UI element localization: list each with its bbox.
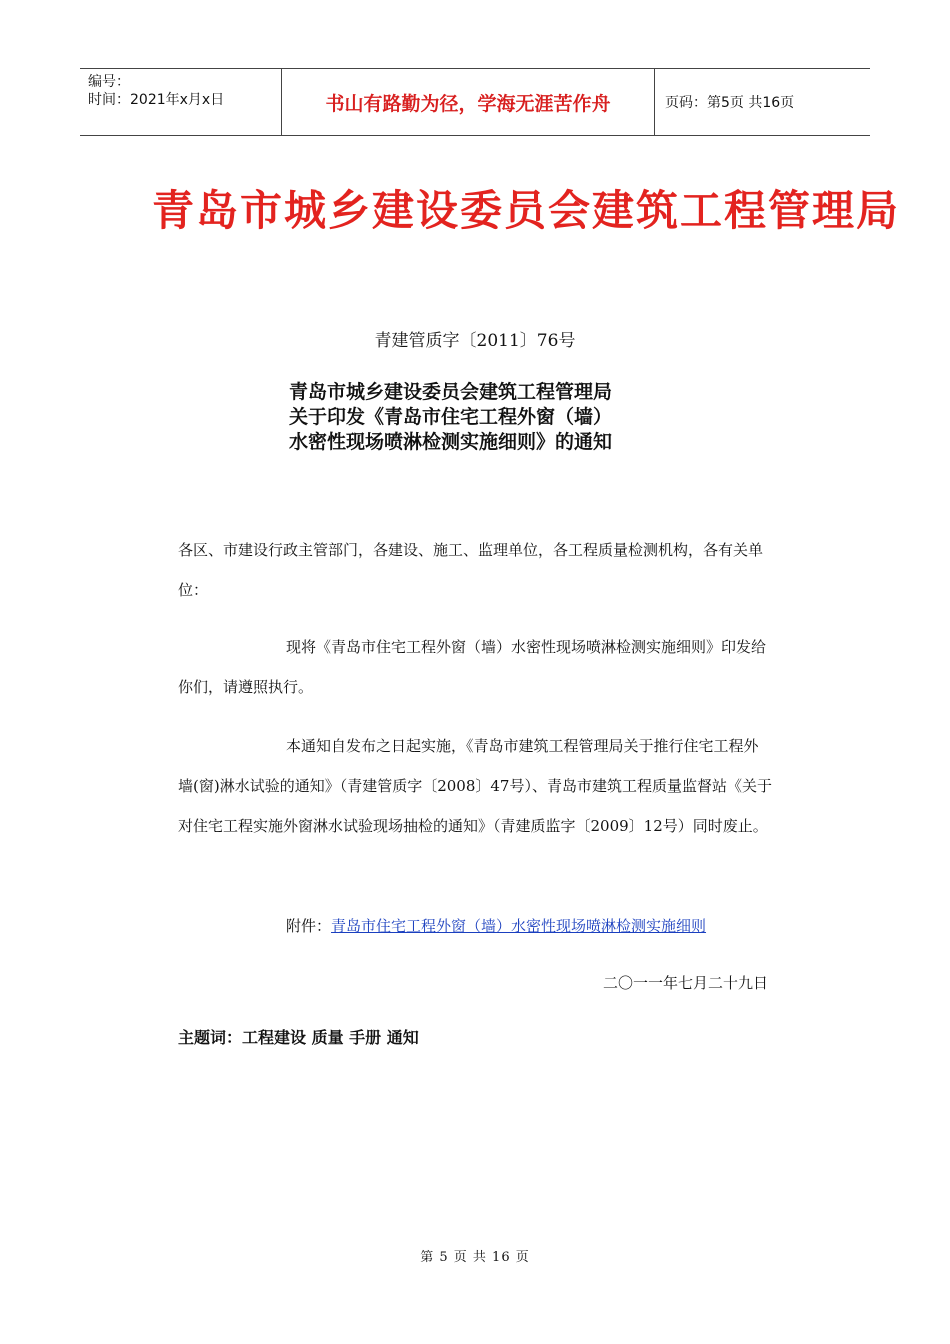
issue-date: 二〇一一年七月二十九日	[602, 974, 768, 992]
time-label: 时间：2021年x月x日	[88, 92, 225, 108]
attachment	[286, 906, 706, 946]
doc-number: 青建管质字〔2011〕76号	[374, 331, 576, 351]
document-title	[289, 380, 612, 455]
code-label: 编号：	[88, 74, 130, 90]
title-line-3: 水密性现场喷淋检测实施细则》的通知	[289, 431, 613, 453]
header-meta	[80, 69, 282, 135]
attachment-link[interactable]: 青岛市住宅工程外窗（墙）水密性现场喷淋检测实施细则	[331, 917, 707, 935]
attachment-label: 附件：	[286, 917, 332, 935]
page-footer: 第 5 页 共 16 页	[420, 1250, 530, 1265]
motto: 书山有路勤为径，学海无涯苦作舟	[282, 69, 655, 135]
recipients: 各区、市建设行政主管部门，各建设、施工、监理单位，各工程质量检测机构，各有关单位：	[178, 541, 764, 599]
letterhead: 青岛市城乡建设委员会建筑工程管理局	[152, 186, 901, 235]
page-label: 页码：第5页 共16页	[665, 95, 795, 111]
paragraph-1: 现将《青岛市住宅工程外窗（墙）水密性现场喷淋检测实施细则》印发给你们，请遵照执行。	[178, 638, 767, 696]
title-line-2: 关于印发《青岛市住宅工程外窗（墙）	[289, 406, 613, 428]
paragraph-2: 本通知自发布之日起实施，《青岛市建筑工程管理局关于推行住宅工程外墙(窗)淋水试验的通知》（青建管质字〔2008〕47号）、青岛市建筑工程质量监督站《关于对住宅工程实施外窗淋水试验现场抽检的通知》（青建质监字〔2009〕12号）同时废止。	[178, 737, 772, 835]
keywords: 主题词：工程建设 质量 手册 通知	[178, 1028, 419, 1047]
header-table	[80, 68, 870, 136]
title-line-1: 青岛市城乡建设委员会建筑工程管理局	[289, 381, 613, 403]
